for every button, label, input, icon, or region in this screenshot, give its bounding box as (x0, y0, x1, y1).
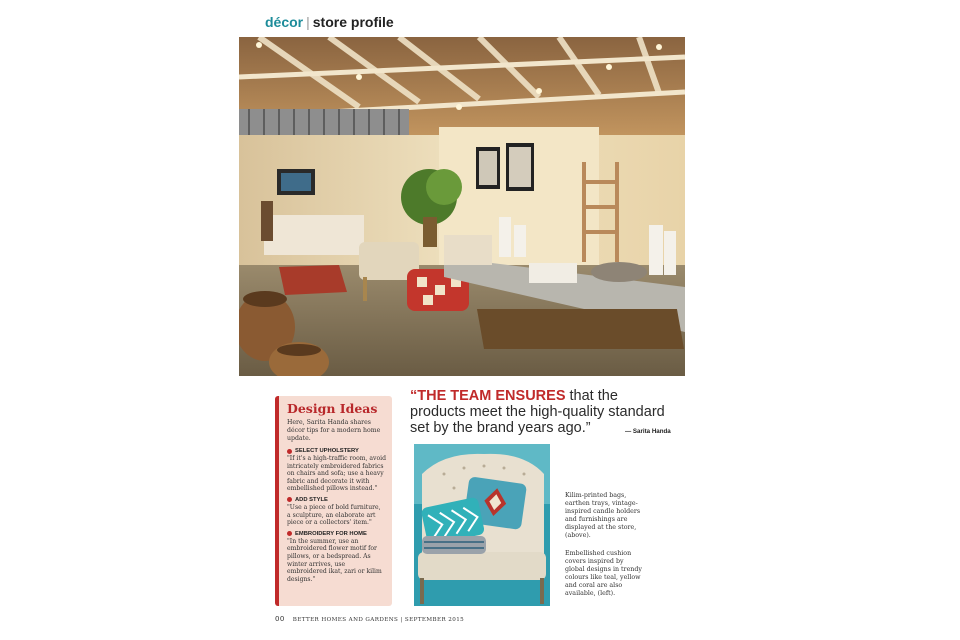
section-title: store profile (312, 14, 394, 30)
section-header (265, 14, 394, 30)
tip-body: "If it's a high-traffic room, avoid intricately embroidered fabrics on chairs and sofa; use a heavy fabric and decorate it with embellished pillows instead." (287, 455, 386, 493)
tip-heading: EMBROIDERY FOR HOME (295, 530, 367, 537)
pull-quote-attribution: — Sarita Handa (625, 428, 671, 435)
tip-body: "Use a piece of bold furniture, a sculpture, an elaborate art piece or a collectors' item." (287, 503, 381, 527)
pull-quote-lead: “THE TEAM ENSURES (410, 388, 566, 404)
tip-body: "In the summer, use an embroidered flower motif for pillows, or a bedspread. As winter arrives, use embroidered ikat, zari or kilim designs." (287, 537, 382, 583)
design-ideas-intro: Here, Sarita Handa shares décor tips for a modern home update. (287, 419, 381, 442)
tip-item (287, 530, 386, 584)
header-separator: | (306, 14, 310, 30)
tip-item (287, 496, 386, 527)
bullet-icon (287, 531, 292, 536)
tip-heading: ADD STYLE (295, 496, 328, 503)
tip-item (287, 447, 386, 493)
page-number: 00 (275, 615, 285, 623)
design-ideas-box (275, 396, 392, 606)
design-ideas-title: Design Ideas (287, 401, 378, 416)
bullet-icon (287, 497, 292, 502)
section-name: décor (265, 14, 304, 30)
pull-quote-text: that the products meet the high-quality standard set by the brand years ago.” (410, 388, 665, 436)
caption-above: Kilim-printed bags, earthen trays, vintage-inspired candle holders and furnishings are displayed at the store, (above). (565, 492, 641, 539)
footer-text: BETTER HOMES AND GARDENS | SEPTEMBER 2015 (292, 617, 465, 623)
store-interior-photo (239, 37, 685, 376)
sofa-with-cushions-photo (414, 444, 550, 606)
tip-heading: SELECT UPHOLSTERY (295, 448, 359, 454)
bullet-icon (287, 449, 292, 454)
caption-left: Embellished cushion covers inspired by global designs in trendy colours like teal, yellow and coral are also available, (left). (565, 550, 642, 597)
page-footer (275, 615, 464, 623)
